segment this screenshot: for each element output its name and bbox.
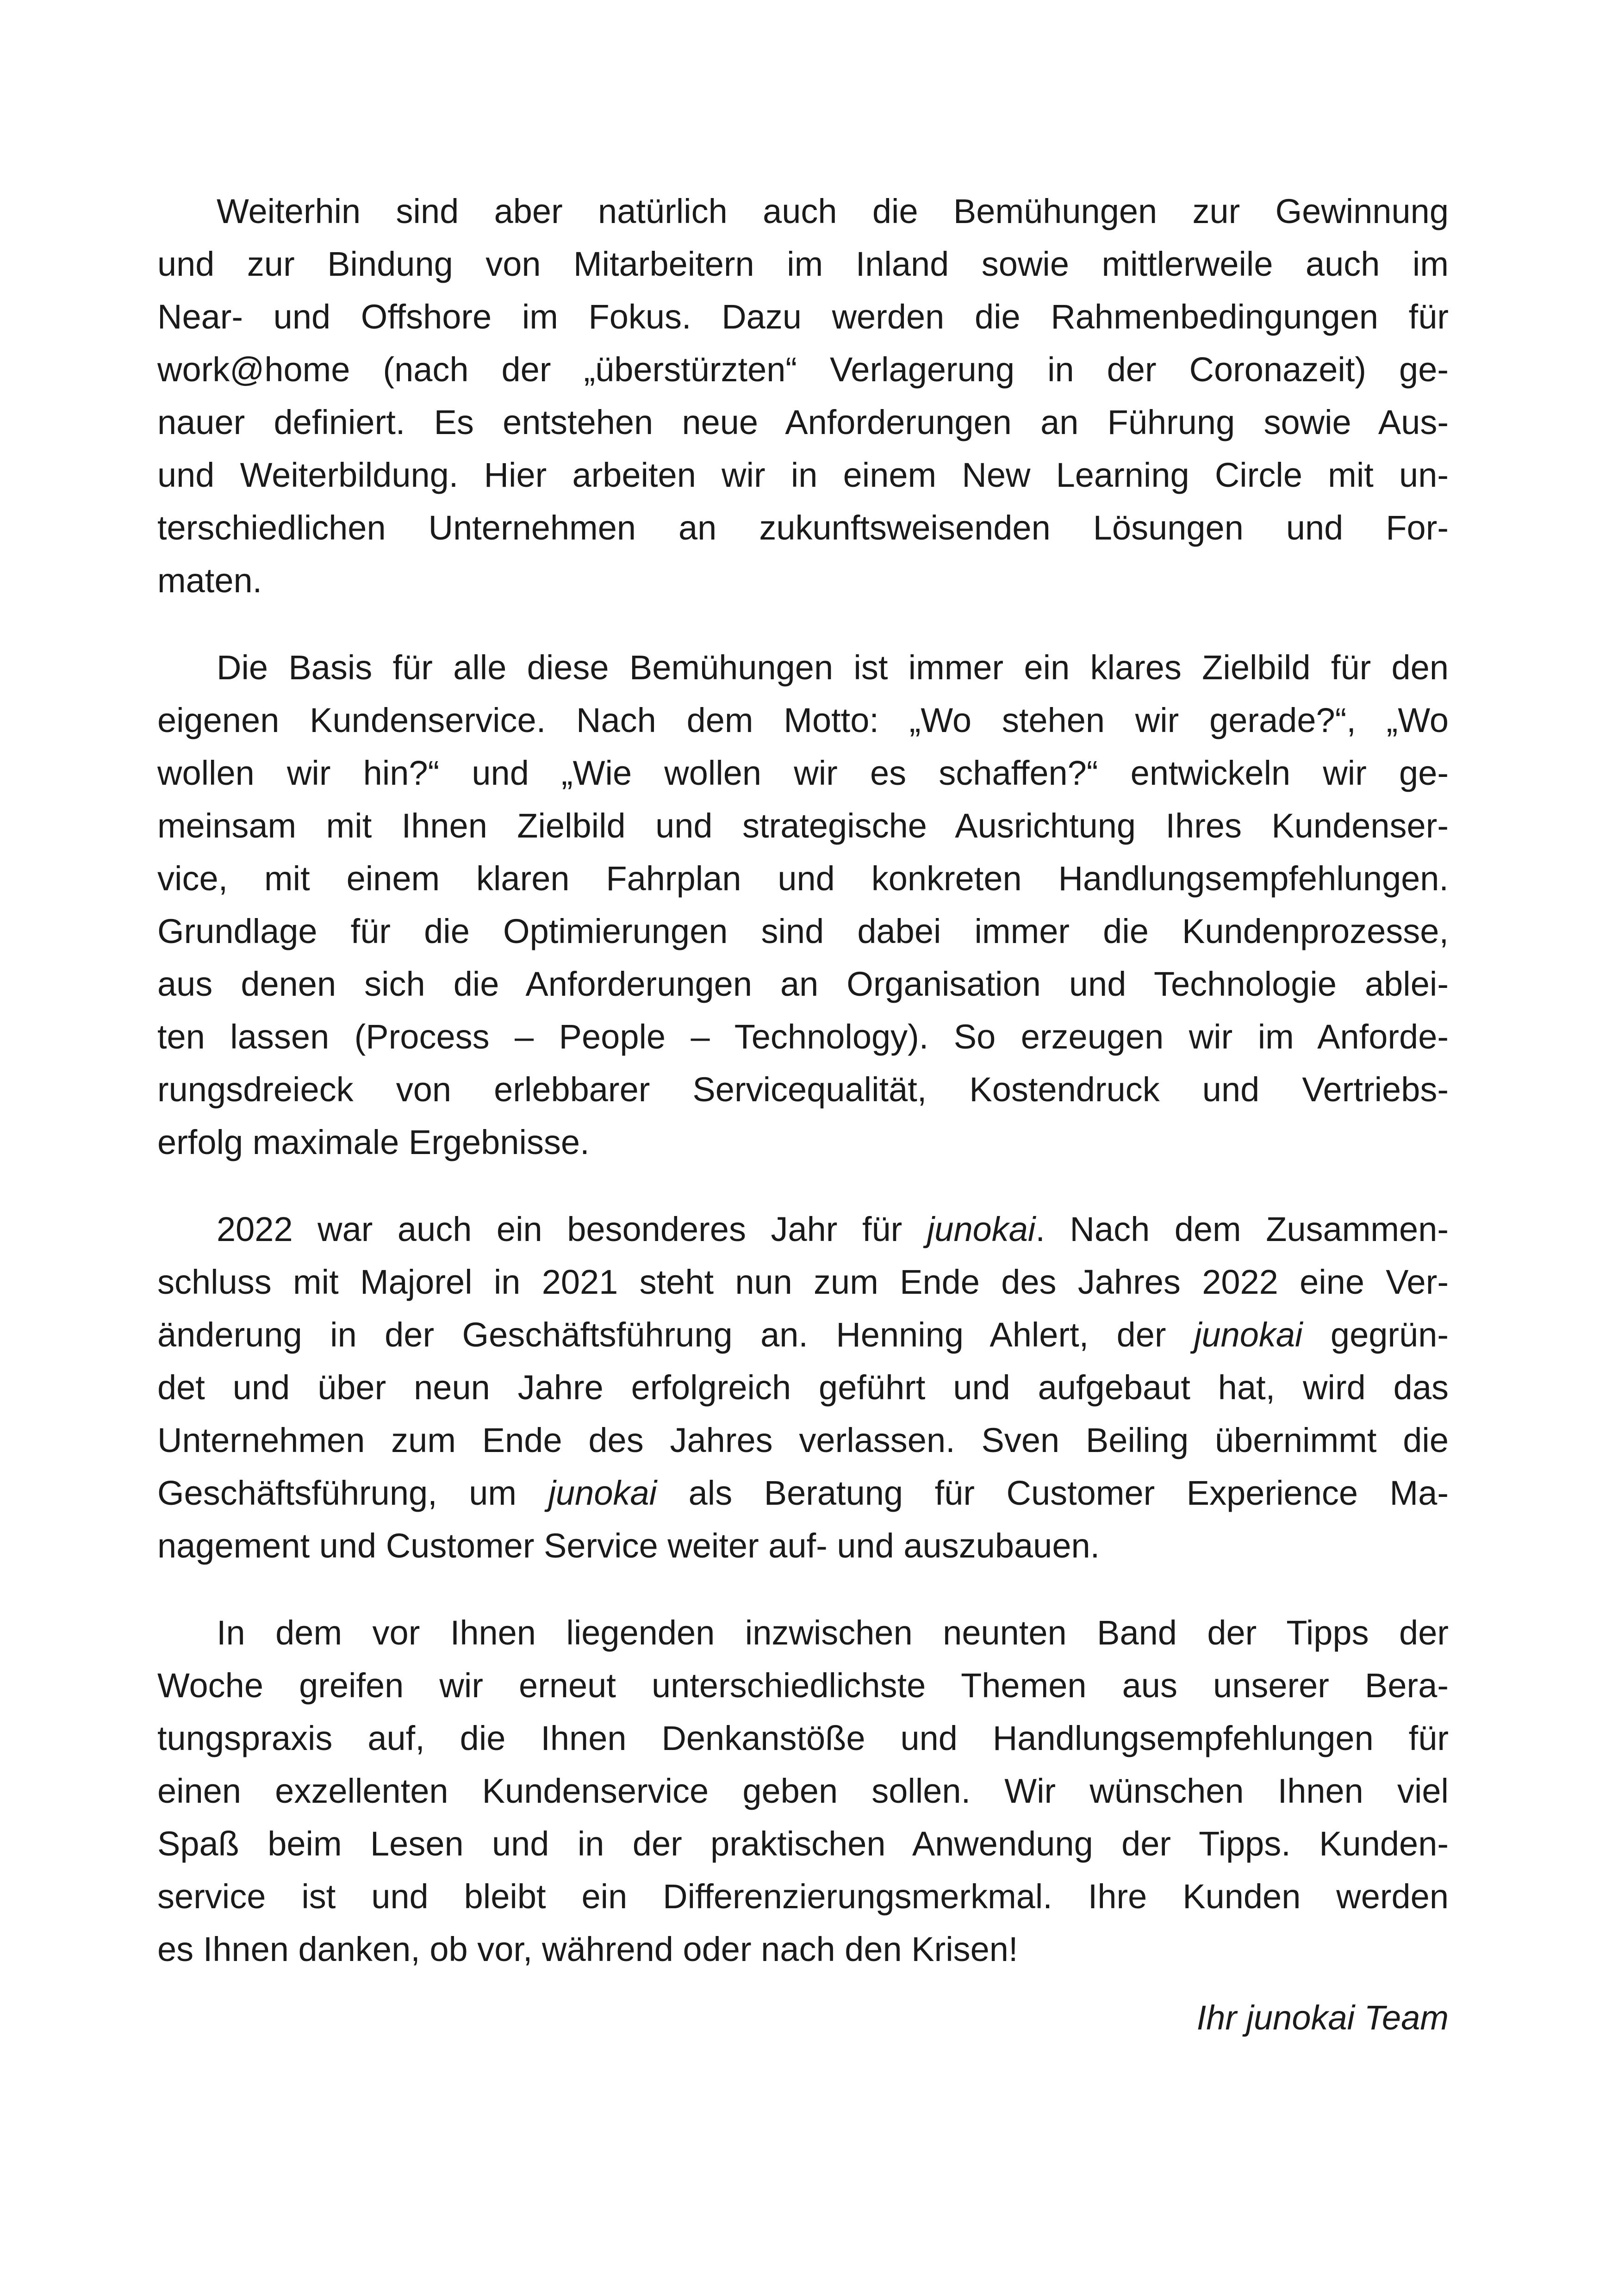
text-line: Die Basis für alle diese Bemühungen ist immer ein klares Zielbild für den (217, 648, 1449, 687)
text-line: service ist und bleibt ein Differenzierungsmerkmal. Ihre Kunden werden (157, 1877, 1449, 1916)
text-line: det und über neun Jahre erfolgreich geführt und aufgebaut hat, wird das (157, 1368, 1449, 1407)
text-line: änderung in der Geschäftsführung an. Henning Ahlert, der junokai gegrün- (157, 1316, 1449, 1354)
text-line: 2022 war auch ein besonderes Jahr für junokai. Nach dem Zusammen- (217, 1210, 1449, 1248)
paragraph (157, 1203, 1449, 1572)
text-line: und Weiterbildung. Hier arbeiten wir in einem New Learning Circle mit un- (157, 456, 1449, 494)
text-line: erfolg maximale Ergebnisse. (157, 1123, 590, 1161)
paragraph (157, 1607, 1449, 1976)
text-line: aus denen sich die Anforderungen an Organisation und Technologie ablei- (157, 965, 1449, 1003)
paragraph (157, 641, 1449, 1169)
text-line: ten lassen (Process – People – Technology). So erzeugen wir im Anforde- (157, 1018, 1449, 1056)
italic-company-name: junokai (927, 1210, 1036, 1248)
text-line: einen exzellenten Kundenservice geben sollen. Wir wünschen Ihnen viel (157, 1772, 1449, 1810)
text-line: maten. (157, 561, 262, 600)
text-line: tungspraxis auf, die Ihnen Denkanstöße und Handlungsempfehlungen für (157, 1719, 1449, 1757)
text-line: vice, mit einem klaren Fahrplan und konkreten Handlungsempfehlungen. (157, 859, 1449, 898)
text-line: work@home (nach der „überstürzten“ Verlagerung in der Coronazeit) ge- (157, 350, 1449, 389)
text-line: nauer definiert. Es entstehen neue Anforderungen an Führung sowie Aus- (157, 403, 1449, 441)
text-line: wollen wir hin?“ und „Wie wollen wir es schaffen?“ entwickeln wir ge- (157, 754, 1449, 792)
italic-company-name: junokai (1194, 1316, 1303, 1354)
body-text (157, 185, 1449, 1976)
text-line: terschiedlichen Unternehmen an zukunftsweisenden Lösungen und For- (157, 509, 1449, 547)
text-line: meinsam mit Ihnen Zielbild und strategische Ausrichtung Ihres Kundenser- (157, 807, 1449, 845)
text-line: es Ihnen danken, ob vor, während oder nach den Krisen! (157, 1930, 1018, 1968)
text-line: Woche greifen wir erneut unterschiedlichste Themen aus unserer Bera- (157, 1666, 1449, 1705)
text-line: Near- und Offshore im Fokus. Dazu werden die Rahmenbedingungen für (157, 298, 1449, 336)
italic-company-name: junokai (548, 1474, 657, 1512)
document-page (157, 185, 1449, 2044)
text-line: Geschäftsführung, um junokai als Beratung für Customer Experience Ma- (157, 1474, 1449, 1512)
text-line: In dem vor Ihnen liegenden inzwischen neunten Band der Tipps der (217, 1613, 1449, 1652)
paragraph (157, 185, 1449, 607)
text-line: eigenen Kundenservice. Nach dem Motto: „Wo stehen wir gerade?“, „Wo (157, 701, 1449, 739)
text-line: rungsdreieck von erlebbarer Servicequalität, Kostendruck und Vertriebs- (157, 1070, 1449, 1109)
signature: Ihr junokai Team (1196, 1998, 1449, 2037)
text-line: Spaß beim Lesen und in der praktischen Anwendung der Tipps. Kunden- (157, 1824, 1449, 1863)
text-line: nagement und Customer Service weiter auf- und auszubauen. (157, 1527, 1100, 1565)
text-line: schluss mit Majorel in 2021 steht nun zum Ende des Jahres 2022 eine Ver- (157, 1263, 1449, 1301)
text-line: Grundlage für die Optimierungen sind dabei immer die Kundenprozesse, (157, 912, 1449, 950)
text-line: und zur Bindung von Mitarbeitern im Inland sowie mittlerweile auch im (157, 245, 1449, 283)
text-line: Unternehmen zum Ende des Jahres verlassen. Sven Beiling übernimmt die (157, 1421, 1449, 1459)
text-line: Weiterhin sind aber natürlich auch die Bemühungen zur Gewinnung (217, 192, 1449, 230)
